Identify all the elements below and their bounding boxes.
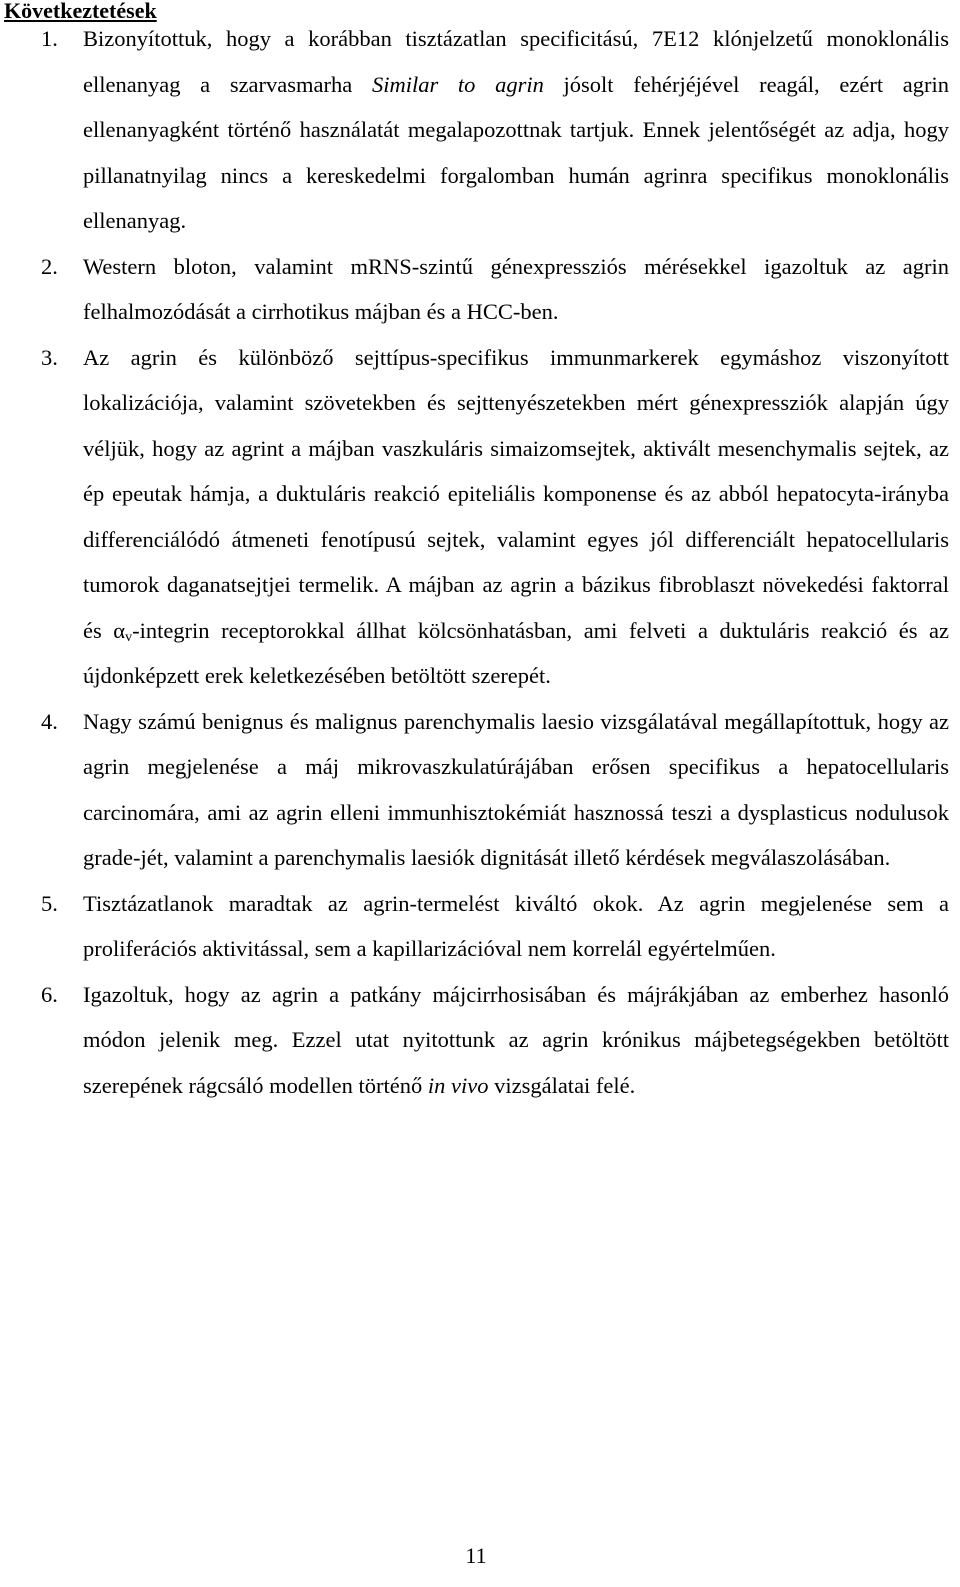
conclusions-list [0, 16, 960, 1108]
page-title: Következtetések [4, 0, 157, 23]
conclusion-item-1 [0, 16, 949, 244]
in-vivo-italic: in vivo [427, 1072, 489, 1098]
conclusion-item-3 [0, 335, 949, 699]
item-number: 1. [41, 26, 58, 51]
conclusion-item-4 [0, 699, 949, 881]
item-text-part: Bizonyítottuk, hogy a korábban tisztázatlan specificitású, 7E12 klónjelzetű monoklonális ellenanyag a szarvasmarha [83, 26, 949, 97]
item-number: 4. [41, 708, 58, 734]
item-number: 6. [41, 981, 58, 1007]
conclusion-item-6 [0, 972, 949, 1109]
item-number: 5. [41, 890, 58, 916]
item-text-part: vizsgálatai felé. [488, 1072, 636, 1098]
item-number: 3. [41, 344, 58, 370]
item-number: 2. [41, 253, 58, 279]
item-text: Nagy számú benignus és malignus parenchymalis laesio vizsgálatával megállapítottuk, hogy az agrin megjelenése a máj mikrovaszkulatúrájában erősen specifikus a hepatocellularis carcinomára, ami az agrin elleni immunhisztokémiát hasznossá teszi a dysplasticus nodulusok grade-jét, valamint a parenchymalis laesiók dignitását illető kérdések megválaszolásában. [83, 708, 949, 870]
item-text-part: Igazoltuk, hogy az agrin a patkány májcirrhosisában és májrákjában az emberhez hasonló módon jelenik meg. Ezzel utat nyitottunk az agrin krónikus májbetegségekben betöltött szerepének rágcsáló modellen történő [83, 981, 949, 1098]
page-number: 11 [465, 1543, 487, 1568]
item-text [83, 972, 949, 1109]
conclusion-item-5 [0, 881, 949, 972]
item-text [83, 335, 949, 699]
conclusion-item-2 [0, 244, 949, 335]
subscript-v: v [125, 629, 133, 645]
item-text-part: -integrin receptorokkal állhat kölcsönhatásban, ami felveti a duktuláris reakció és az újdonképzett erek keletkezésében betöltött szerepét. [83, 617, 950, 688]
species-term-italic: Similar to agrin [371, 71, 544, 97]
item-text: Tisztázatlanok maradtak az agrin-termelést kiváltó okok. Az agrin megjelenése sem a proliferációs aktivitással, sem a kapillarizációval nem korrelál egyértelműen. [83, 890, 949, 961]
item-text: Western bloton, valamint mRNS-szintű génexpressziós mérésekkel igazoltuk az agrin felhalmozódását a cirrhotikus májban és a HCC-ben. [83, 253, 949, 324]
item-text-part: Az agrin és különböző sejttípus-specifikus immunmarkerek egymáshoz viszonyított lokalizációja, valamint szövetekben és sejttenyészetekben mért génexpressziók alapján úgy véljük, hogy az agrint a májban vaszkuláris simaizomsejtek, aktivált mesenchymalis sejtek, az ép epeutak hámja, a duktuláris reakció epiteliális komponense és az abból hepatocyta-irányba differenciálódó átmeneti fenotípusú sejtek, valamint egyes jól differenciált hepatocellularis tumorok daganatsejtjei termelik. A májban az agrin a bázikus fibroblaszt növekedési faktorral és α [83, 344, 949, 643]
item-text-part: jósolt fehérjéjével reagál, ezért agrin ellenanyagként történő használatát megalapozottnak tartjuk. Ennek jelentőségét az adja, hogy pillanatnyilag nincs a kereskedelmi forgalomban humán agrinra specifikus monoklonális ellenanyag. [83, 71, 949, 233]
item-text [83, 16, 949, 244]
